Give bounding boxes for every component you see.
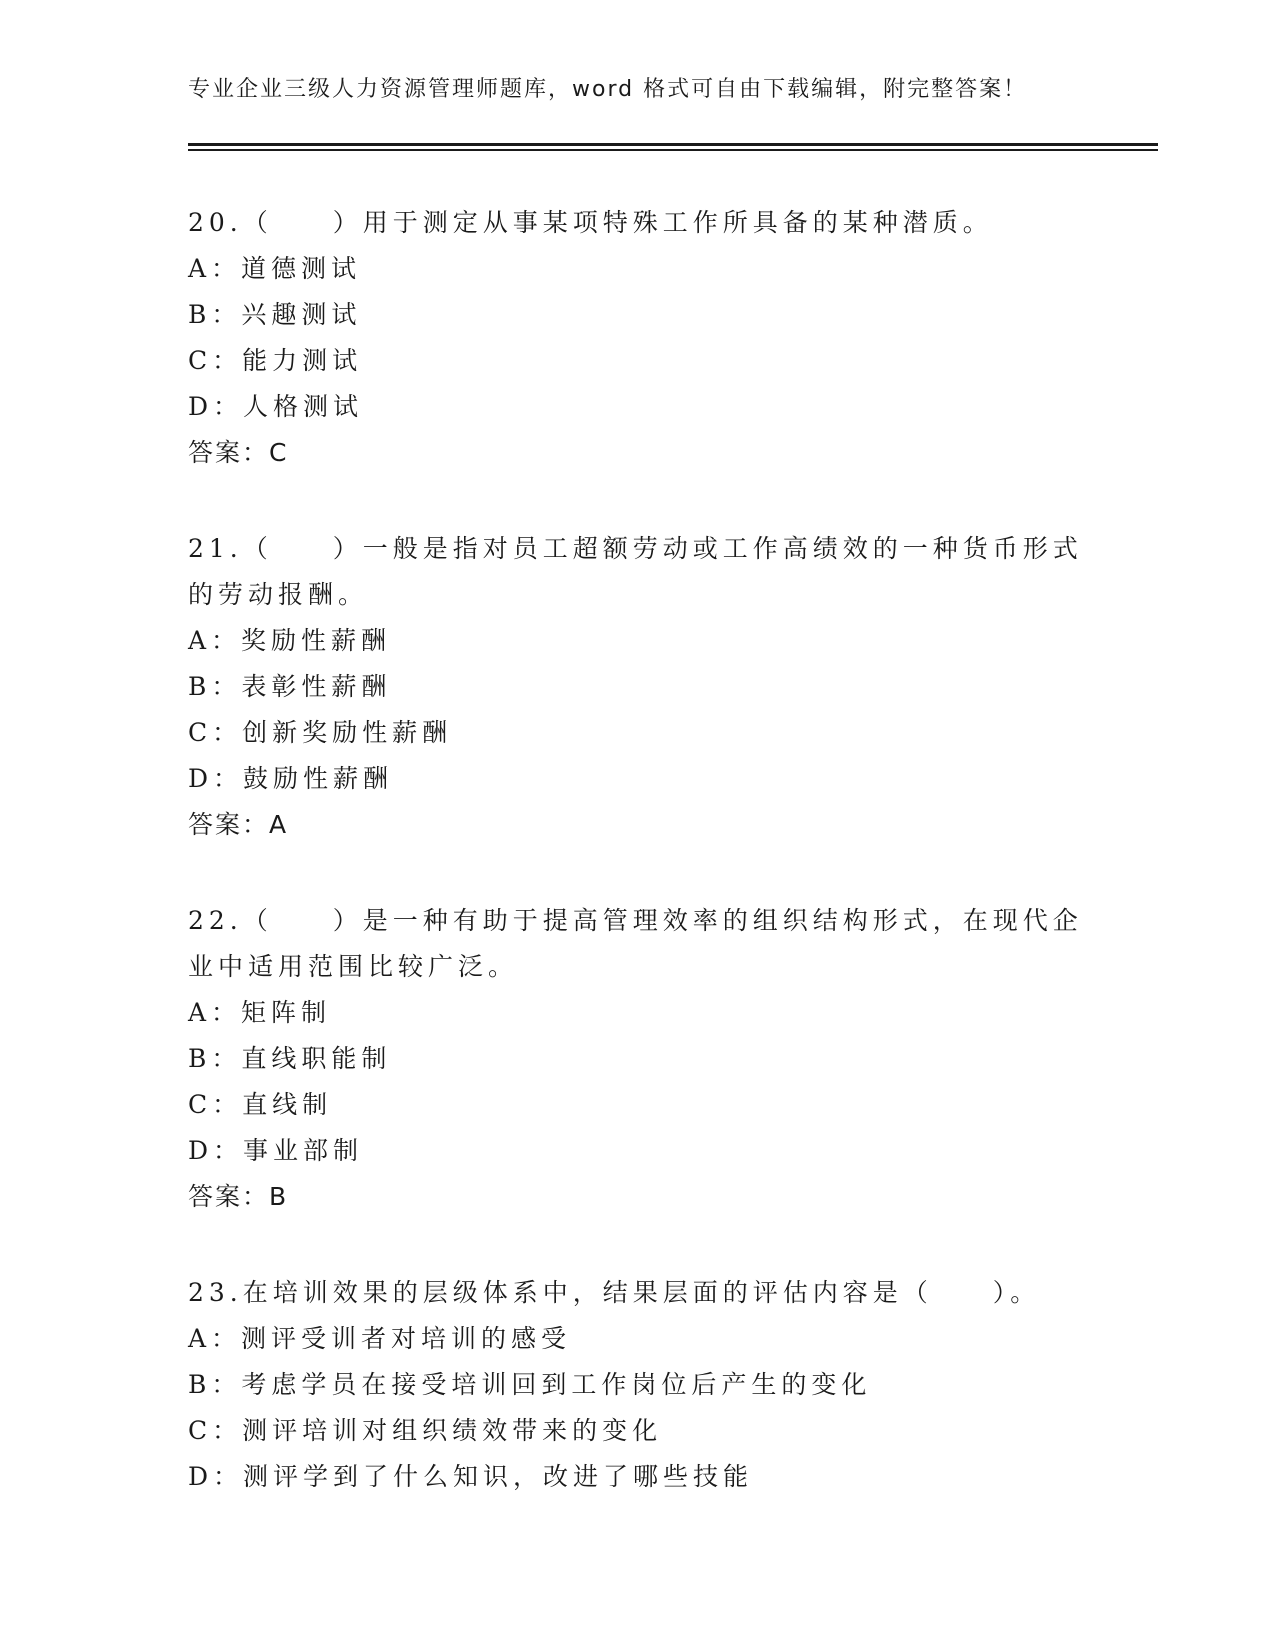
option-d: D：测评学到了什么知识，改进了哪些技能 (188, 1462, 754, 1491)
question-23 (188, 1270, 1088, 1500)
answer-line: 答案：B (188, 1182, 289, 1211)
option-a: A：奖励性薪酬 (188, 626, 392, 655)
option-d: D：鼓励性薪酬 (188, 764, 394, 793)
question-text: 21.（ ）一般是指对员工超额劳动或工作高绩效的一种货币形式的劳动报酬。 (188, 534, 1083, 609)
option-a: A：道德测试 (188, 254, 362, 283)
question-22 (188, 898, 1088, 1220)
option-c: C：测评培训对组织绩效带来的变化 (188, 1416, 663, 1445)
question-20 (188, 200, 1088, 476)
question-21 (188, 526, 1088, 848)
question-text: 23.在培训效果的层级体系中，结果层面的评估内容是（ ）。 (188, 1278, 1041, 1307)
option-c: C：能力测试 (188, 346, 363, 375)
option-d: D：人格测试 (188, 392, 364, 421)
header-rule-thick (188, 143, 1158, 146)
question-text: 22.（ ）是一种有助于提高管理效率的组织结构形式，在现代企业中适用范围比较广泛。 (188, 906, 1083, 981)
answer-line: 答案：C (188, 438, 289, 467)
question-list (188, 200, 1088, 1550)
option-b: B：直线职能制 (188, 1044, 392, 1073)
option-c: C：直线制 (188, 1090, 333, 1119)
question-text: 20.（ ）用于测定从事某项特殊工作所具备的某种潜质。 (188, 208, 993, 237)
header-rule-thin (188, 149, 1158, 151)
option-a: A：测评受训者对培训的感受 (188, 1324, 572, 1353)
option-c: C：创新奖励性薪酬 (188, 718, 453, 747)
option-b: B：考虑学员在接受培训回到工作岗位后产生的变化 (188, 1370, 872, 1399)
answer-line: 答案：A (188, 810, 289, 839)
option-d: D：事业部制 (188, 1136, 364, 1165)
option-b: B：表彰性薪酬 (188, 672, 392, 701)
option-b: B：兴趣测试 (188, 300, 362, 329)
option-a: A：矩阵制 (188, 998, 332, 1027)
page-header: 专业企业三级人力资源管理师题库，word 格式可自由下载编辑，附完整答案！ (188, 77, 1028, 102)
